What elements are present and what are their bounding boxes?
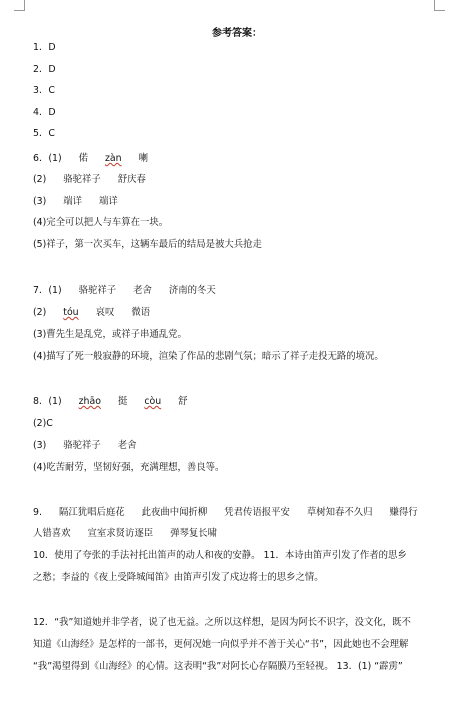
answer-6-2-item: 骆驼祥子 xyxy=(63,174,101,185)
answer-7-1 xyxy=(33,285,216,297)
answer-12-line-2: 知道《山海经》是怎样的一部书，更何况她一向似乎并不善于关心“书”，因此她也不会理解 xyxy=(33,639,409,650)
answer-6-1-item: 喇 xyxy=(138,153,148,164)
answer-7-1-item: 老舍 xyxy=(133,285,152,296)
answer-9-item: 弹琴复长啸 xyxy=(170,528,218,539)
answer-6-3 xyxy=(33,196,118,208)
answer-7-1-label: 7．(1) xyxy=(33,285,62,296)
answer-9-line-2 xyxy=(33,528,217,540)
answer-10-11-line-1: 10．使用了夸张的手法衬托出笛声的动人和夜的安静。 11．本诗由笛声引发了作者的思乡 xyxy=(33,550,407,561)
answer-8-1 xyxy=(33,396,188,408)
answer-9-item: 凭君传语报平安 xyxy=(224,507,290,518)
answer-8-3 xyxy=(33,440,137,452)
answer-4: 4．D xyxy=(33,107,56,118)
crop-mark-top-right xyxy=(434,0,445,11)
answer-9-item: 此夜曲中闻折柳 xyxy=(141,507,208,518)
answer-8-1-item: còu xyxy=(144,396,162,407)
answer-7-2-item: 哀叹 xyxy=(95,307,115,318)
answer-8-3-label: (3) xyxy=(33,440,47,451)
answer-6-3-label: (3) xyxy=(33,196,47,207)
answer-7-2-item: tóu xyxy=(63,307,79,318)
answer-7-1-item: 济南的冬天 xyxy=(168,285,216,296)
answer-6-5: (5)祥子，第一次买车，这辆车最后的结局是被大兵抢走 xyxy=(33,239,262,250)
answer-8-1-item: 挺 xyxy=(117,396,128,407)
answer-6-2-item: 舒庆春 xyxy=(117,174,146,185)
answer-2: 2．D xyxy=(33,64,56,75)
answer-9-line-1 xyxy=(33,507,418,519)
answer-6-1-label: 6．(1) xyxy=(33,153,62,164)
page-title: 参考答案： xyxy=(212,28,262,39)
answer-8-1-item: zhāo xyxy=(78,396,101,407)
answer-7-3: (3)曹先生是乱党，或祥子串通乱党。 xyxy=(33,329,187,340)
answer-7-2-label: (2) xyxy=(33,307,47,318)
crop-mark-top-left xyxy=(14,0,25,11)
answer-9-item: 人错喜欢 xyxy=(33,528,71,539)
answer-8-3-item: 骆驼祥子 xyxy=(63,440,101,451)
answer-7-2-item: 微语 xyxy=(131,307,151,318)
answer-7-2 xyxy=(33,307,150,319)
answer-9-item: 赚得行 xyxy=(389,507,418,518)
answer-6-2 xyxy=(33,174,146,186)
answer-10-11-line-2: 之愁；李益的《夜上受降城闻笛》由笛声引发了戍边将士的思乡之情。 xyxy=(33,572,324,583)
answer-12-line-3: “我”渴望得到《山海经》的心情。这表明“我”对阿长心存隔膜乃至轻视。 13．(1) “霹雳” xyxy=(33,661,403,672)
answer-6-3-item: 端详 xyxy=(99,196,118,207)
answer-9-item: 草树知春不久归 xyxy=(306,507,373,518)
answer-8-3-item: 老舍 xyxy=(117,440,137,451)
answer-9-item: 宣室求贤访逐臣 xyxy=(87,528,154,539)
answer-5: 5．C xyxy=(33,128,55,139)
answer-7-4: (4)描写了死一般寂静的环境，渲染了作品的悲剧气氛；暗示了祥子走投无路的境况。 xyxy=(33,351,384,362)
answer-9-label: 9. xyxy=(33,507,42,518)
answer-6-1 xyxy=(33,153,148,165)
answer-8-4: (4)吃苦耐劳，坚韧好强，充满理想，善良等。 xyxy=(33,462,225,473)
answer-6-2-label: (2) xyxy=(33,174,47,185)
answer-6-1-item: 偌 xyxy=(78,153,88,164)
answer-8-1-item: 舒 xyxy=(178,396,188,407)
answer-6-4: (4)完全可以把人与车算在一块。 xyxy=(33,217,169,228)
answer-3: 3．C xyxy=(33,85,55,96)
answer-12-line-1: 12．“我”知道她并非学者，说了也无益。之所以这样想，是因为阿长不识字，没文化，既不 xyxy=(33,617,411,628)
answer-1: 1．D xyxy=(33,42,56,53)
answer-8-1-label: 8．(1) xyxy=(33,396,62,407)
answer-8-2: (2)C xyxy=(33,418,53,429)
answer-9-item: 隔江犹唱后庭花 xyxy=(58,507,125,518)
answer-7-1-item: 骆驼祥子 xyxy=(78,285,117,296)
answer-6-3-item: 端详 xyxy=(63,196,83,207)
answer-6-1-item: zàn xyxy=(104,153,122,164)
